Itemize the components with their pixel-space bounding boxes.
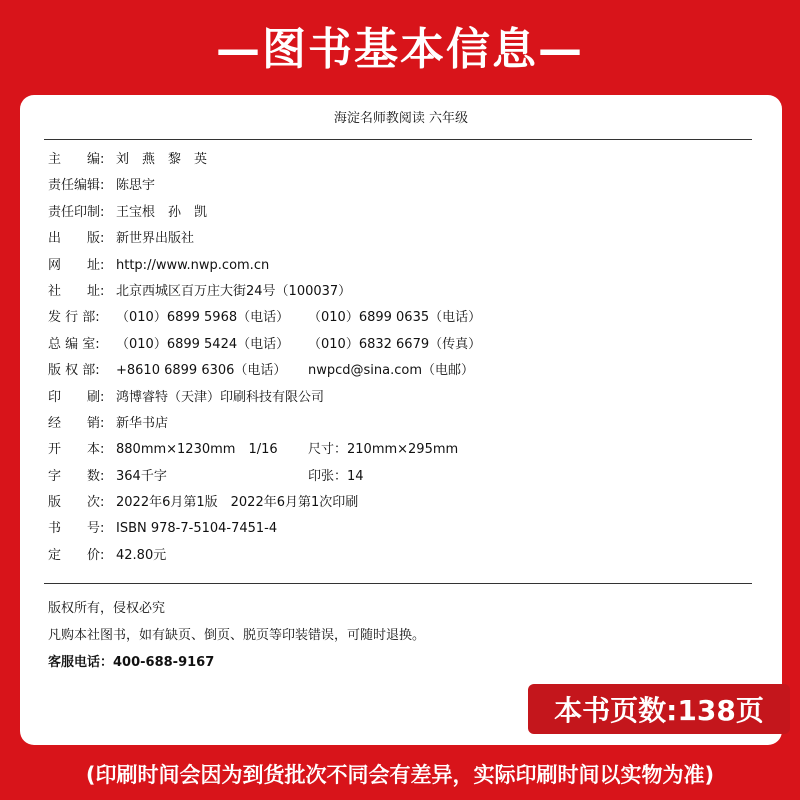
info-label: 网 址: xyxy=(48,257,105,273)
info-label: 出 版: xyxy=(48,231,105,247)
info-value: ISBN 978-7-5104-7451-4 xyxy=(116,521,278,537)
info-value: 鸿博睿特（天津）印刷科技有限公司 xyxy=(116,389,325,405)
info-value: +8610 6899 6306（电话） xyxy=(116,363,287,379)
copyright-note: 版权所有，侵权必究 xyxy=(48,601,166,616)
book-title: 海淀名师教阅读 六年级 xyxy=(333,111,469,126)
info-label: 主 编: xyxy=(48,152,105,167)
info-value-secondary: 印张：14 xyxy=(308,468,364,484)
book-info-card xyxy=(20,95,782,745)
info-label: 版 权 部: xyxy=(48,363,100,379)
page-title: —图书基本信息— xyxy=(216,24,584,75)
print-time-disclaimer: (印刷时间会因为到货批次不同会有差异，实际印刷时间以实物为准) xyxy=(85,763,715,787)
info-value-secondary: 尺寸：210mm×295mm xyxy=(308,442,459,458)
info-label: 社 址: xyxy=(48,283,105,299)
info-label: 经 销: xyxy=(48,415,105,431)
defect-return-note: 凡购本社图书，如有缺页、倒页、脱页等印装错误，可随时退换。 xyxy=(48,628,426,643)
info-value: 新华书店 xyxy=(116,415,169,431)
info-value: http://www.nwp.com.cn xyxy=(116,257,270,273)
info-value: 42.80元 xyxy=(116,547,167,563)
info-label: 版 次: xyxy=(48,495,105,511)
info-label: 总 编 室: xyxy=(48,336,100,352)
middle-divider xyxy=(44,583,752,584)
info-value: 880mm×1230mm 1/16 xyxy=(116,442,278,458)
notes-section xyxy=(48,595,425,676)
info-value-secondary: （010）6832 6679（传真） xyxy=(308,336,482,352)
info-label: 开 本: xyxy=(48,442,105,458)
customer-service-hotline: 客服电话：400-688-9167 xyxy=(48,655,215,670)
top-divider xyxy=(44,139,752,140)
info-value: 陈思宇 xyxy=(116,178,156,194)
info-label: 责任编辑: xyxy=(48,178,105,194)
info-label: 印 刷: xyxy=(48,389,105,405)
page-count-badge: 本书页数:138页 xyxy=(528,684,790,734)
info-label: 定 价: xyxy=(48,547,105,563)
info-value-secondary: nwpcd@sina.com（电邮） xyxy=(308,363,475,379)
info-label: 书 号: xyxy=(48,521,105,537)
info-value: 王宝根 孙 凯 xyxy=(116,204,208,220)
info-label: 字 数: xyxy=(48,468,105,484)
info-value: 刘 燕 黎 英 xyxy=(116,152,208,167)
info-value: 新世界出版社 xyxy=(116,231,195,247)
info-value: （010）6899 5968（电话） xyxy=(116,310,290,326)
info-label: 责任印制: xyxy=(48,204,105,220)
info-value: （010）6899 5424（电话） xyxy=(116,336,290,352)
page-header xyxy=(0,0,800,90)
info-value: 364千字 xyxy=(116,468,167,484)
info-value: 北京西城区百万庄大街24号（100037） xyxy=(116,283,352,299)
info-value: 2022年6月第1版 2022年6月第1次印刷 xyxy=(116,495,359,511)
info-value-secondary: （010）6899 0635（电话） xyxy=(308,310,482,326)
info-label: 发 行 部: xyxy=(48,310,100,326)
